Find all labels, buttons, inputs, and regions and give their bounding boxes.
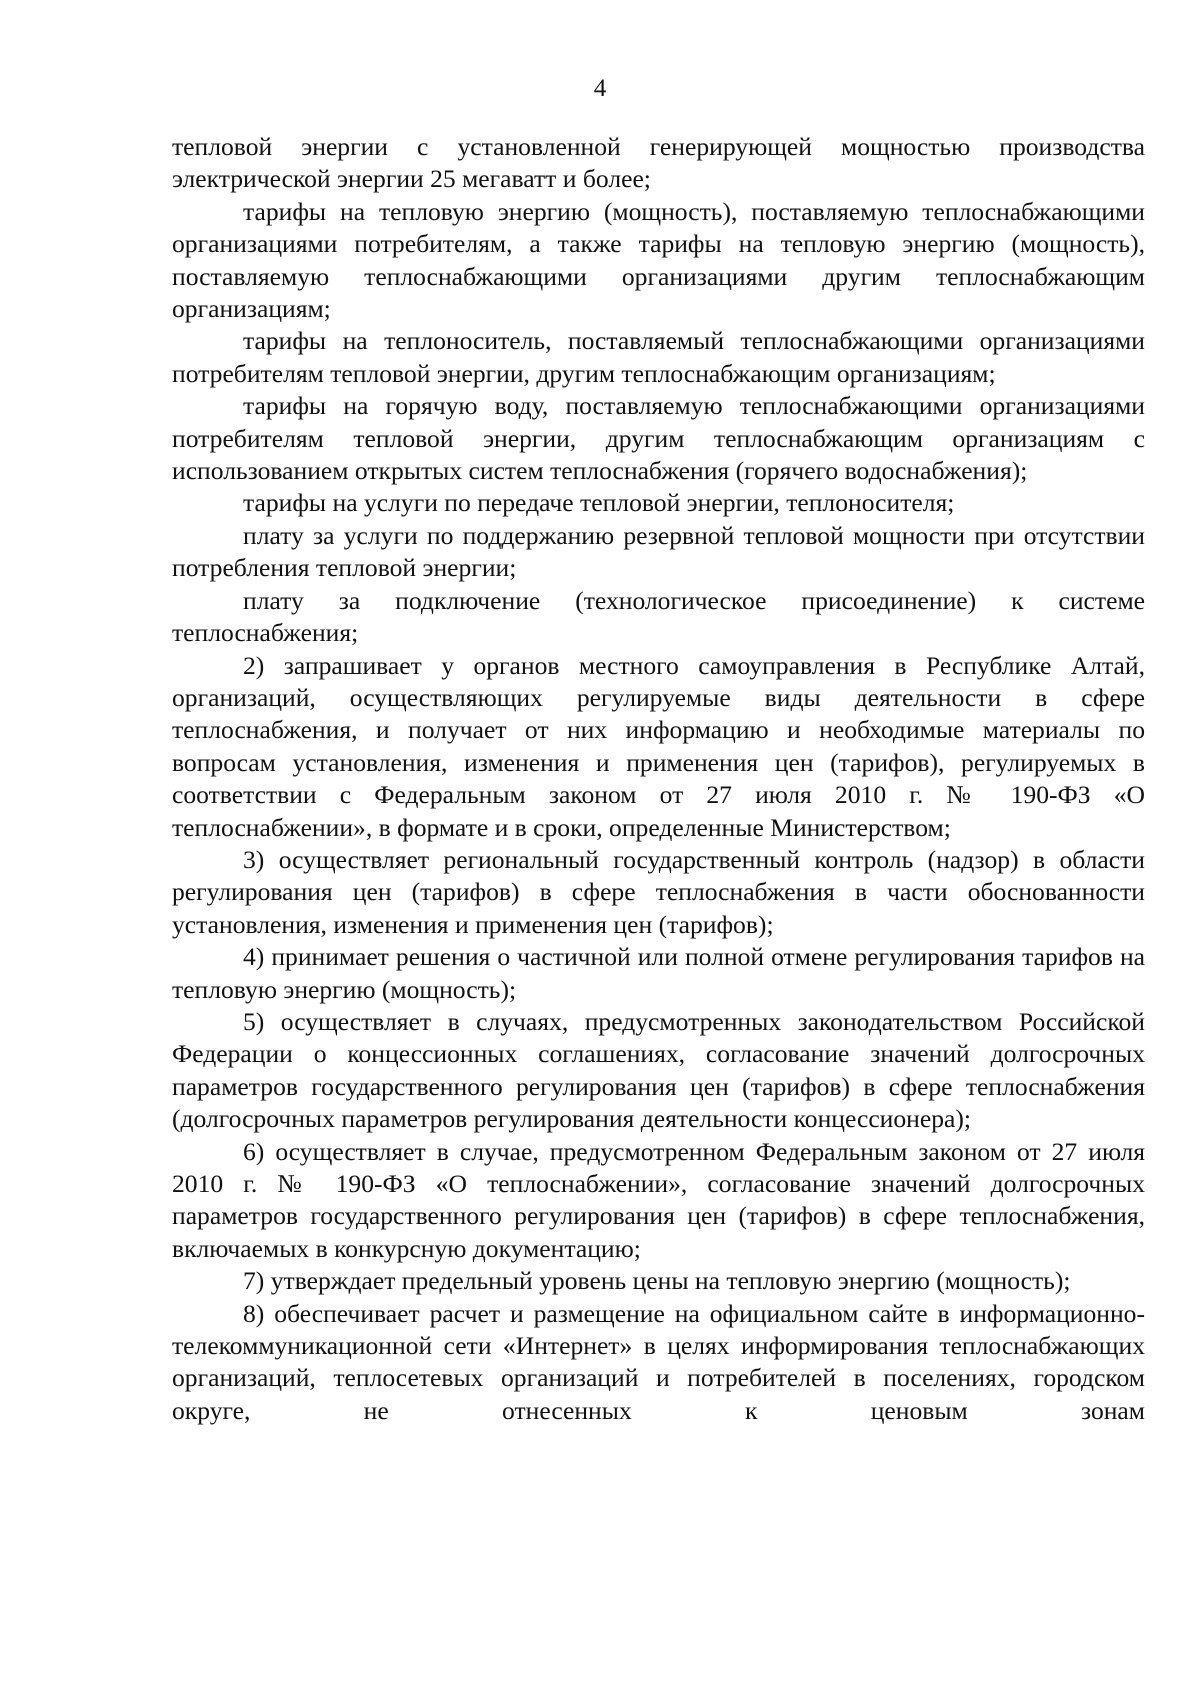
paragraph-coolant-tariffs: тарифы на теплоноситель, поставляемый теплоснабжающими организациями потребителям тепловой энергии, другим теплоснабжающим организациям; <box>172 326 1145 388</box>
paragraph-reserve-capacity-fee: плату за услуги по поддержанию резервной тепловой мощности при отсутствии потребления тепловой энергии; <box>172 520 1145 583</box>
paragraph-item-6: 6) осуществляет в случае, предусмотренном Федеральным законом от 27 июля 2010 г. № 190-ФЗ «О теплоснабжении», согласование значений долгосрочных параметров государственного регулирования цен (тарифов) в сфере теплоснабжения, включаемых в конкурсную документацию; <box>172 1136 1145 1263</box>
paragraph-item-3: 3) осуществляет региональный государственный контроль (надзор) в области регулирования цен (тарифов) в сфере теплоснабжения в части обоснованности установления, изменения и применения цен (тарифов); <box>172 844 1145 939</box>
paragraph-continuation: тепловой энергии с установленной генерирующей мощностью производства электрической энергии 25 мегаватт и более; <box>172 132 1145 194</box>
page-number: 4 <box>593 75 607 102</box>
paragraph-item-2: 2) запрашивает у органов местного самоуправления в Республике Алтай, организаций, осуществляющих регулируемые виды деятельности в сфере теплоснабжения, и получает от них информацию и необходимые материалы по вопросам установления, изменения и применения цен (тарифов), регулируемых в соответствии с Федеральным законом от 27 июля 2010 г. № 190-ФЗ «О теплоснабжении», в формате и в сроки, определенные Министерством; <box>172 650 1145 842</box>
paragraph-item-4: 4) принимает решения о частичной или полной отмене регулирования тарифов на тепловую энергию (мощность); <box>172 942 1145 1004</box>
paragraph-item-7: 7) утверждает предельный уровень цены на тепловую энергию (мощность); <box>243 1266 1071 1296</box>
paragraph-transmission-tariffs: тарифы на услуги по передаче тепловой энергии, теплоносителя; <box>243 488 955 518</box>
paragraph-item-5: 5) осуществляет в случаях, предусмотренных законодательством Российской Федерации о концессионных соглашениях, согласование значений долгосрочных параметров государственного регулирования цен (тарифов) в сфере теплоснабжения (долгосрочных параметров регулирования деятельности концессионера); <box>172 1006 1145 1134</box>
document-body <box>172 131 1145 1427</box>
paragraph-heat-energy-tariffs: тарифы на тепловую энергию (мощность), поставляемую теплоснабжающими организациями потребителям, а также тарифы на тепловую энергию (мощность), поставляемую теплоснабжающими организациями другим теплоснабжающим организациям; <box>172 196 1145 324</box>
paragraph-hot-water-tariffs: тарифы на горячую воду, поставляемую теплоснабжающими организациями потребителям тепловой энергии, другим теплоснабжающим организациям с использованием открытых систем теплоснабжения (горячего водоснабжения); <box>172 391 1145 486</box>
paragraph-item-8: 8) обеспечивает расчет и размещение на официальном сайте в информационно-телекоммуникационной сети «Интернет» в целях информирования теплоснабжающих организаций, теплосетевых организаций и потребителей в поселениях, городском округе, не отнесенных к ценовым зонам <box>172 1298 1145 1425</box>
paragraph-connection-fee: плату за подключение (технологическое присоединение) к системе теплоснабжения; <box>172 585 1145 648</box>
